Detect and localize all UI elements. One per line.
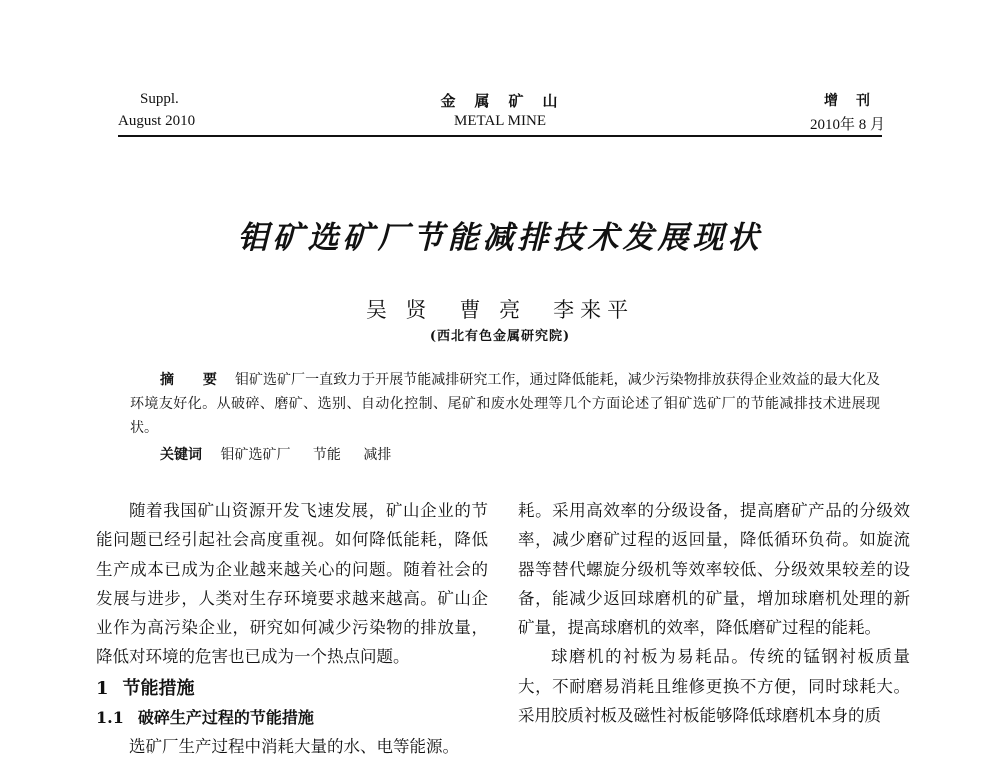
- paragraph: 随着我国矿山资源开发飞速发展，矿山企业的节能问题已经引起社会高度重视。如何降低能耗，降低生产成本已成为企业越来越关心的问题。随着社会的发展与进步，人类对生存环境要求越来越高。矿山企业作为高污染企业，研究如何减少污染物的排放量，降低对环境的危害也已成为一个热点问题。: [96, 501, 488, 667]
- journal-name-cn: 金 属 矿 山: [440, 92, 560, 110]
- journal-name-en: METAL MINE: [454, 113, 546, 129]
- article-title: 钼矿选矿厂节能减排技术发展现状: [237, 220, 763, 256]
- keyword: 钼矿选矿厂: [220, 447, 291, 463]
- section-title: 节能措施: [122, 677, 195, 699]
- keyword: 减排: [363, 447, 392, 463]
- section-number: 1: [96, 677, 109, 699]
- subsection-number: 1.1: [96, 708, 124, 728]
- keyword: 节能: [312, 447, 341, 463]
- paragraph: 耗。采用高效率的分级设备，提高磨矿产品的分级效率，减少磨矿过程的返回量，降低循环负荷。如旋流器等替代螺旋分级机等效率较低、分级效果较差的设备，能减少返回球磨机的矿量，增加球磨机处理的新矿量，提高球磨机的效率，降低磨矿过程的能耗。: [518, 501, 910, 638]
- paragraph: 球磨机的衬板为易耗品。传统的锰钢衬板质量大，不耐磨易消耗且维修更换不方便，同时球耗大。采用胶质衬板及磁性衬板能够降低球磨机本身的质: [518, 647, 910, 726]
- keywords-label: 关键词: [160, 447, 202, 463]
- header-suppl: Suppl.: [140, 91, 179, 107]
- abstract-label: 摘 要: [160, 372, 229, 388]
- paragraph: 选矿厂生产过程中消耗大量的水、电等能源。: [129, 737, 459, 757]
- header-rule: [118, 135, 882, 137]
- keywords: [160, 444, 409, 464]
- header-supplement-cn: 增 刊: [824, 93, 872, 109]
- article-authors: 吴 贤 曹 亮 李来平: [365, 298, 635, 322]
- body-column-right: [518, 496, 910, 730]
- header-date-cn: 2010年 8 月: [810, 117, 886, 133]
- abstract-text: 钼矿选矿厂一直致力于开展节能减排研究工作，通过降低能耗，减少污染物排放获得企业效益的最大化及环境友好化。从破碎、磨矿、选别、自动化控制、尾矿和废水处理等几个方面论述了钼矿选矿厂的节能减排技术进展现状。: [130, 372, 881, 436]
- header-date-en: August 2010: [118, 113, 196, 129]
- article-affiliation: (西北有色金属研究院): [429, 329, 571, 344]
- section-heading: [96, 674, 488, 703]
- subsection-title: 破碎生产过程的节能措施: [137, 708, 314, 728]
- subsection-heading: [96, 703, 488, 732]
- body-column-left: [96, 496, 488, 762]
- abstract: [130, 368, 880, 440]
